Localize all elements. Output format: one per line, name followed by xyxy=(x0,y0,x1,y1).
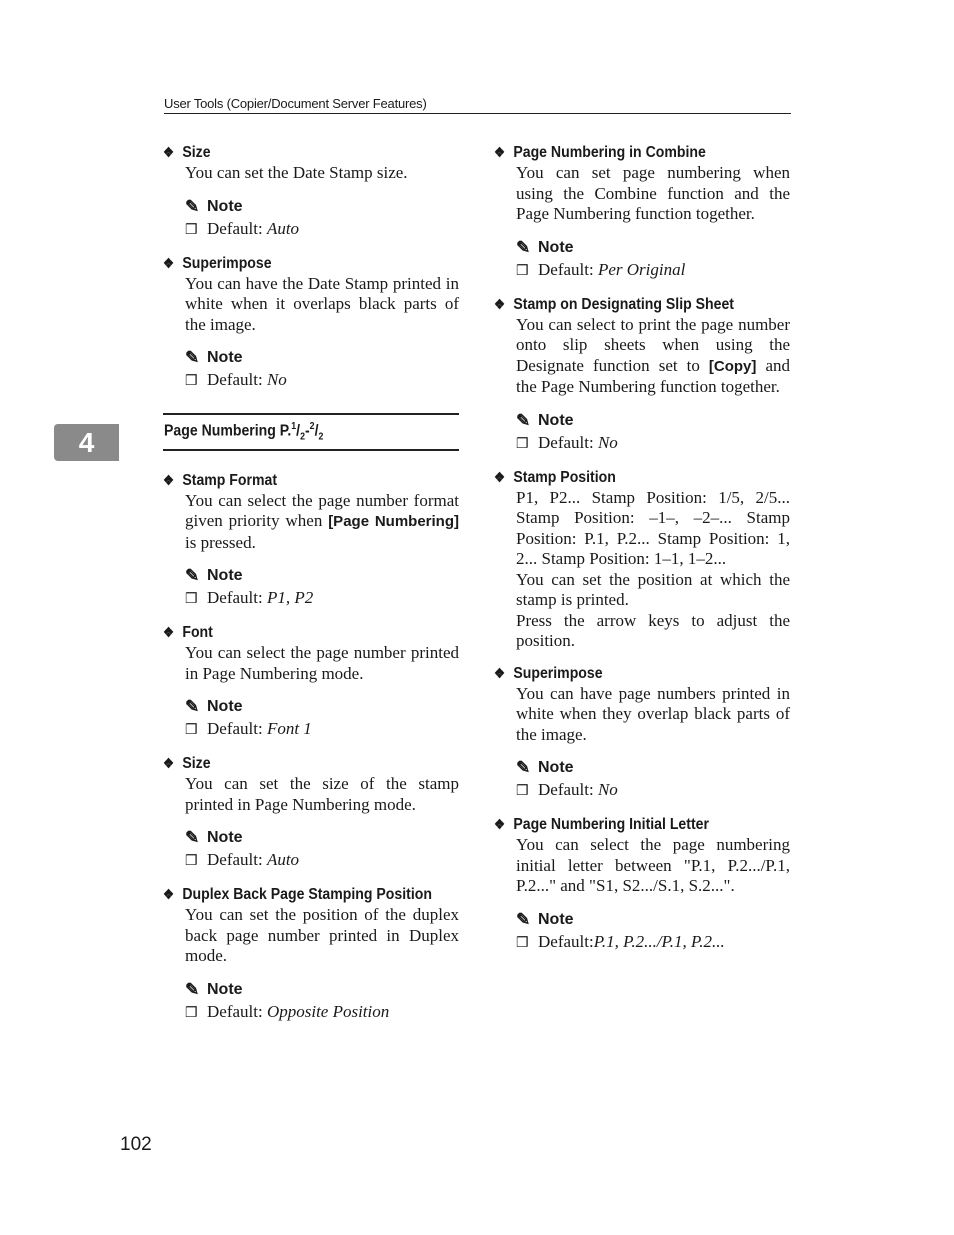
default-value: Auto xyxy=(266,850,300,870)
setting-size-date xyxy=(163,141,459,242)
setting-title: Font xyxy=(182,624,213,642)
checkbox-bullet-icon: ❒ xyxy=(185,592,198,608)
default-label: Default: xyxy=(207,218,267,238)
default-value: P.1, P.2.../P.1, P.2... xyxy=(593,931,725,951)
default-label: Default: xyxy=(207,588,267,608)
note-block xyxy=(185,196,459,242)
setting-superimpose-date xyxy=(163,252,459,394)
diamond-bullet-icon: ❖ xyxy=(163,886,175,903)
chapter-tab xyxy=(54,424,119,461)
diamond-bullet-icon: ❖ xyxy=(163,624,175,641)
note-label: Note xyxy=(207,980,243,998)
setting-superimpose-page xyxy=(494,662,790,804)
default-value: Font 1 xyxy=(266,719,312,739)
setting-title: Superimpose xyxy=(513,664,603,682)
setting-description: You can select the page numbering initial letter between "P.1, P.2.../P.1, P.2..." and "S1, S2.../S.1, S.2...". xyxy=(516,835,790,895)
right-column xyxy=(494,141,790,965)
diamond-bullet-icon: ❖ xyxy=(163,755,175,772)
key-name: [Page Numbering] xyxy=(328,513,459,531)
note-block xyxy=(516,410,790,456)
pencil-icon: ✎ xyxy=(516,909,531,929)
default-label: Default: xyxy=(207,370,267,389)
note-label: Note xyxy=(207,698,243,716)
setting-description: P1, P2... Stamp Position: 1/5, 2/5... Stamp Position: –1–, –2–... Stamp Position: P.1, P.2... Stamp Position: 1, 2... Stamp Position: 1–1, 1–2... You can set the position at which the stamp is printed. Press the arrow keys to adjust the position. xyxy=(516,487,790,650)
setting-title: Stamp Format xyxy=(182,471,278,489)
note-block xyxy=(516,237,790,283)
setting-description: You can have the Date Stamp printed in white when it overlaps black parts of the image. xyxy=(185,273,459,334)
checkbox-bullet-icon: ❒ xyxy=(185,374,198,389)
setting-description: You can select the page number format given priority when [Page Numbering] is pressed. xyxy=(185,490,459,552)
setting-font xyxy=(163,621,459,742)
setting-initial-letter xyxy=(494,813,790,955)
note-block xyxy=(516,757,790,803)
setting-title: Superimpose xyxy=(182,254,272,272)
chapter-number: 4 xyxy=(78,426,95,458)
setting-page-numbering-combine xyxy=(494,141,790,283)
note-label: Note xyxy=(207,197,243,215)
diamond-bullet-icon: ❖ xyxy=(494,664,506,681)
default-value: No xyxy=(597,432,618,452)
setting-title: Stamp Position xyxy=(513,468,616,486)
default-value: P1, P2 xyxy=(266,588,314,608)
pencil-icon: ✎ xyxy=(185,566,200,586)
note-label: Note xyxy=(207,349,243,366)
setting-slip-sheet xyxy=(494,293,790,456)
default-label: Default: xyxy=(207,1001,267,1021)
setting-title: Size xyxy=(182,755,211,773)
diamond-bullet-icon: ❖ xyxy=(163,471,175,488)
setting-stamp-position xyxy=(494,466,790,652)
setting-title: Page Numbering in Combine xyxy=(513,144,706,161)
default-value: No xyxy=(597,780,618,799)
checkbox-bullet-icon: ❒ xyxy=(185,222,198,238)
default-label: Default: xyxy=(538,780,598,799)
running-header xyxy=(164,96,791,114)
note-label: Note xyxy=(538,411,574,429)
note-block xyxy=(185,979,459,1025)
note-label: Note xyxy=(207,829,243,847)
section-heading-page-numbering: Page Numbering $P.^1/_2-^2/_2$ xyxy=(163,413,459,451)
left-column xyxy=(163,141,459,1035)
diamond-bullet-icon: ❖ xyxy=(494,295,506,312)
setting-duplex-back xyxy=(163,883,459,1025)
diamond-bullet-icon: ❖ xyxy=(494,144,506,160)
running-title: User Tools (Copier/Document Server Features) xyxy=(164,96,427,111)
note-label: Note xyxy=(207,567,243,585)
default-label: Default: xyxy=(538,931,594,951)
default-label: Default: xyxy=(207,850,267,870)
diamond-bullet-icon: ❖ xyxy=(494,468,506,485)
diamond-bullet-icon: ❖ xyxy=(163,254,175,271)
note-label: Note xyxy=(538,238,574,256)
setting-title: Size xyxy=(182,144,211,161)
key-name: [Copy] xyxy=(708,357,757,375)
setting-description: You can set page numbering when using the Combine function and the Page Numbering function together. xyxy=(516,163,790,223)
pencil-icon: ✎ xyxy=(185,697,200,717)
checkbox-bullet-icon: ❒ xyxy=(185,723,198,739)
note-block xyxy=(185,827,459,873)
default-value: No xyxy=(266,370,287,389)
setting-title: Duplex Back Page Stamping Position xyxy=(182,886,432,904)
checkbox-bullet-icon: ❒ xyxy=(516,784,529,799)
setting-title: Page Numbering Initial Letter xyxy=(513,816,709,833)
setting-description: You can select the page number printed in Page Numbering mode. xyxy=(185,643,459,683)
setting-description: You can have page numbers printed in white when they overlap black parts of the image. xyxy=(516,683,790,744)
pencil-icon: ✎ xyxy=(516,758,531,777)
diamond-bullet-icon: ❖ xyxy=(494,816,506,832)
pencil-icon: ✎ xyxy=(516,237,531,257)
note-label: Note xyxy=(538,759,574,776)
checkbox-bullet-icon: ❒ xyxy=(185,854,198,870)
setting-description: You can set the position of the duplex back page number printed in Duplex mode. xyxy=(185,905,459,966)
pencil-icon: ✎ xyxy=(516,410,531,430)
default-label: Default: xyxy=(207,719,267,739)
checkbox-bullet-icon: ❒ xyxy=(516,263,529,279)
checkbox-bullet-icon: ❒ xyxy=(185,1005,198,1021)
default-value: Auto xyxy=(266,218,300,238)
checkbox-bullet-icon: ❒ xyxy=(516,436,529,452)
setting-description: You can select to print the page number onto slip sheets when using the Designate function set to [Copy] and the Page Numbering function together. xyxy=(516,314,790,396)
setting-description: You can set the Date Stamp size. xyxy=(185,163,408,182)
setting-size-stamp xyxy=(163,752,459,873)
default-label: Default: xyxy=(538,259,598,279)
pencil-icon: ✎ xyxy=(185,196,200,216)
note-label: Note xyxy=(538,910,574,928)
default-value: Per Original xyxy=(597,259,686,279)
checkbox-bullet-icon: ❒ xyxy=(516,935,529,951)
pencil-icon: ✎ xyxy=(185,828,200,848)
note-block xyxy=(185,696,459,742)
pencil-icon: ✎ xyxy=(185,348,200,367)
setting-title: Stamp on Designating Slip Sheet xyxy=(513,295,734,313)
default-label: Default: xyxy=(538,432,598,452)
setting-description: You can set the size of the stamp printed in Page Numbering mode. xyxy=(185,774,459,814)
note-block xyxy=(516,909,790,955)
default-value: Opposite Position xyxy=(266,1001,390,1021)
pencil-icon: ✎ xyxy=(185,979,200,999)
note-block xyxy=(185,347,459,393)
setting-stamp-format xyxy=(163,469,459,612)
diamond-bullet-icon: ❖ xyxy=(163,144,175,160)
note-block xyxy=(185,565,459,611)
page-number: 102 xyxy=(120,1134,152,1155)
